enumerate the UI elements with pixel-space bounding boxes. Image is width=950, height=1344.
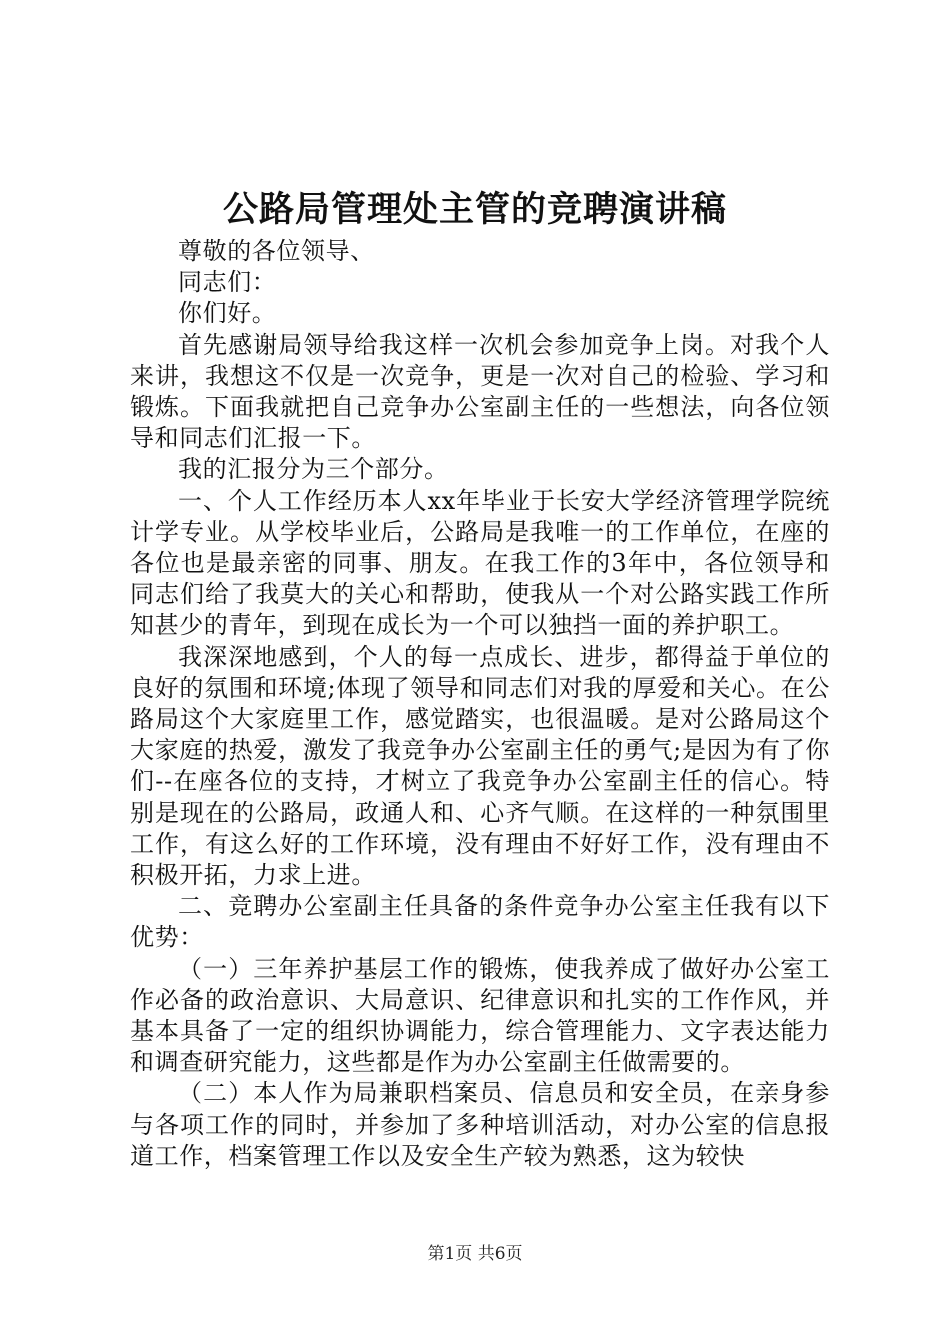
document-body (130, 236, 830, 1172)
salutation-line-1: 尊敬的各位领导、 (178, 237, 375, 265)
page-title: 公路局管理处主管的竞聘演讲稿 (222, 189, 727, 230)
paragraph-item-2: （二）本人作为局兼职档案员、信息员和安全员，在亲身参与各项工作的同时，并参加了多种培训活动，对办公室的信息报道工作，档案管理工作以及安全生产较为熟悉，这为较快 (130, 1079, 830, 1170)
paragraph-gratitude: 我深深地感到，个人的每一点成长、进步，都得益于单位的良好的氛围和环境;体现了领导和同志们对我的厚爱和关心。在公路局这个大家庭里工作，感觉踏实，也很温暖。是对公路局这个大家庭的热爱，激发了我竞争办公室副主任的勇气;是因为有了你们--在座各位的支持，才树立了我竞争办公室副主任的信心。特别是现在的公路局，政通人和、心齐气顺。在这样的一种氛围里工作，有这么好的工作环境，没有理由不好好工作，没有理由不积极开拓，力求上进。 (130, 642, 830, 890)
paragraph-section-2: 二、竞聘办公室副主任具备的条件竞争办公室主任我有以下优势： (130, 892, 830, 952)
greeting-line: 你们好。 (178, 299, 277, 328)
paragraph-intro: 首先感谢局领导给我这样一次机会参加竞争上岗。对我个人来讲，我想这不仅是一次竞争，更是一次对自己的检验、学习和锻炼。下面我就把自己竞争办公室副主任的一些想法，向各位领导和同志们汇报一下。 (130, 330, 830, 453)
paragraph-item-1: （一）三年养护基层工作的锻炼，使我养成了做好办公室工作必备的政治意识、大局意识、纪律意识和扎实的工作作风，并基本具备了一定的组织协调能力，综合管理能力、文字表达能力和调查研究能力，这些都是作为办公室副主任做需要的。 (130, 954, 830, 1077)
paragraph-outline: 我的汇报分为三个部分。 (178, 455, 449, 484)
paragraph-section-1: 一、个人工作经历本人xx年毕业于长安大学经济管理学院统计学专业。从学校毕业后，公路局是我唯一的工作单位，在座的各位也是最亲密的同事、朋友。在我工作的3年中，各位领导和同志们给了我莫大的关心和帮助，使我从一个对公路实践工作所知甚少的青年，到现在成长为一个可以独挡一面的养护职工。 (130, 486, 830, 640)
salutation-line-2: 同志们： (178, 268, 277, 297)
page-footer: 第1页 共6页 (427, 1244, 523, 1264)
